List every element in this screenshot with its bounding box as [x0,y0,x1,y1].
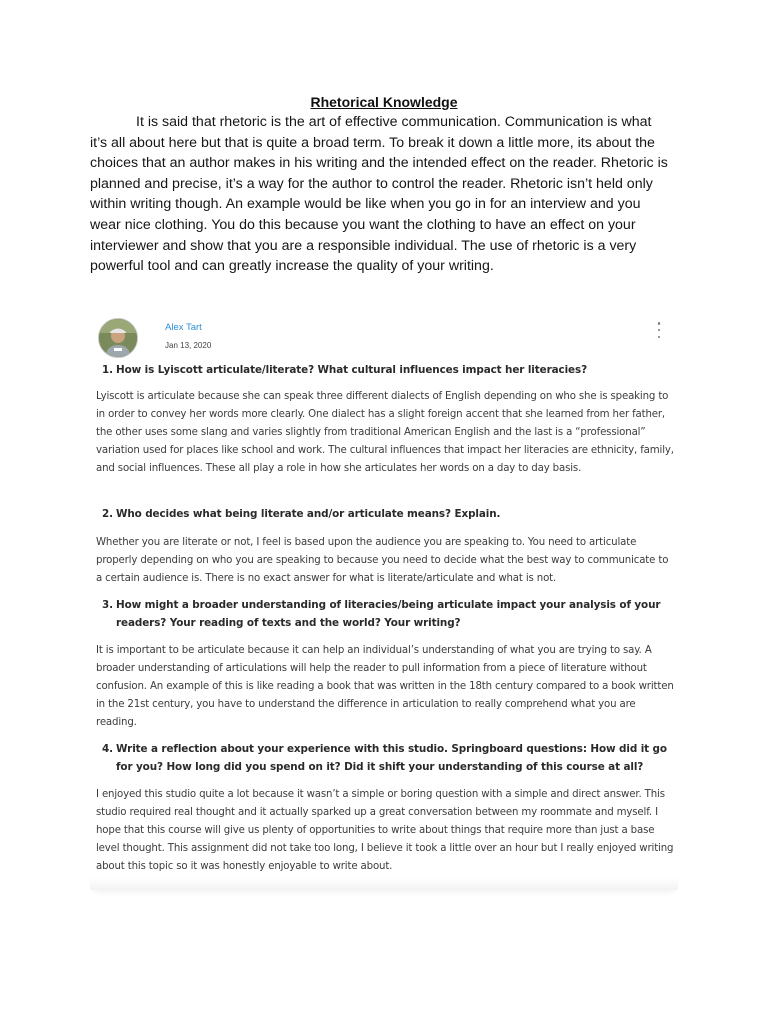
document-title: Rhetorical Knowledge [310,94,458,110]
answer-2: Whether you are literate or not, I feel is based upon the audience you are speaking to. You need to articulate properly depending on who you are speaking to because you need to decide what the best way to communicate to a certain audience is. There is no exact answer for what is literate/articulate and what is not. [96,537,669,584]
card-bottom-shade [90,878,678,890]
kebab-menu-icon[interactable] [656,322,662,338]
answer-4: I enjoyed this studio quite a lot because it wasn’t a simple or boring question with a simple and direct answer. This studio required real thought and it actually sparked up a great conversation between my roommate and myself. I hope that this course will give us plenty of opportunities to write about things that require more than just a base level thought. This assignment did not take too long, I believe it took a little over an hour but I really enjoyed writing about this topic so it was honestly enjoyable to write about. [96,789,674,872]
question-text: How is Lyiscott articulate/literate? What cultural influences impact her literacies? [116,364,587,376]
question-number: 1. [102,364,113,376]
question-text: How might a broader understanding of literacies/being articulate impact your analysis of your readers? Your reading of texts and the world? Your writing? [116,599,661,629]
answer-1: Lyiscott is articulate because she can speak three different dialects of English depending on who she is speaking to in order to convey her words more clearly. One dialect has a slight foreign accent that she learned from her father, the other uses some slang and varies slightly from traditional American English and the last is a “professional” variation used for places like school and work. The cultural influences that impact her literacies are ethnicity, family, and social influences. These all play a role in how she articulates her words on a day to day basis. [96,391,674,474]
question-number: 4. [102,743,113,755]
post-date: Jan 13, 2020 [165,341,212,350]
body-paragraph [90,112,670,277]
question-3 [90,596,678,632]
user-avatar[interactable] [98,318,138,358]
question-2 [90,505,678,523]
author-name[interactable]: Alex Tart [165,322,202,333]
question-text: Write a reflection about your experience with this studio. Springboard questions: How did it go for you? How long did you spend on it? Did it shift your understanding of this course at all? [116,743,667,773]
question-number: 3. [102,599,113,611]
answer-3: It is important to be articulate because it can help an individual’s understanding of what you are trying to say. A broader understanding of articulations will help the reader to pull information from a piece of literature without confusion. An example of this is like reading a book that was written in the 18th century compared to a book written in the 21st century, you have to understand the difference in articulation to really comprehend what you are reading. [96,645,674,728]
post-screenshot [90,308,678,890]
question-text: Who decides what being literate and/or articulate means? Explain. [116,508,501,520]
question-4 [90,740,678,776]
body-paragraph-text: It is said that rhetoric is the art of effective communication. Communication is what it’s all about here but that is quite a broad term. To break it down a little more, its about the choices that an author makes in his writing and the intended effect on the reader. Rhetoric is planned and precise, it’s a way for the author to control the reader. Rhetoric isn’t held only within writing though. An example would be like when you go in for an interview and you wear nice clothing. You do this because you want the clothing to have an effect on your interviewer and show that you are a responsible individual. The use of rhetoric is a very powerful tool and can greatly increase the quality of your writing. [90,114,668,275]
question-1 [90,361,678,379]
question-number: 2. [102,508,113,520]
